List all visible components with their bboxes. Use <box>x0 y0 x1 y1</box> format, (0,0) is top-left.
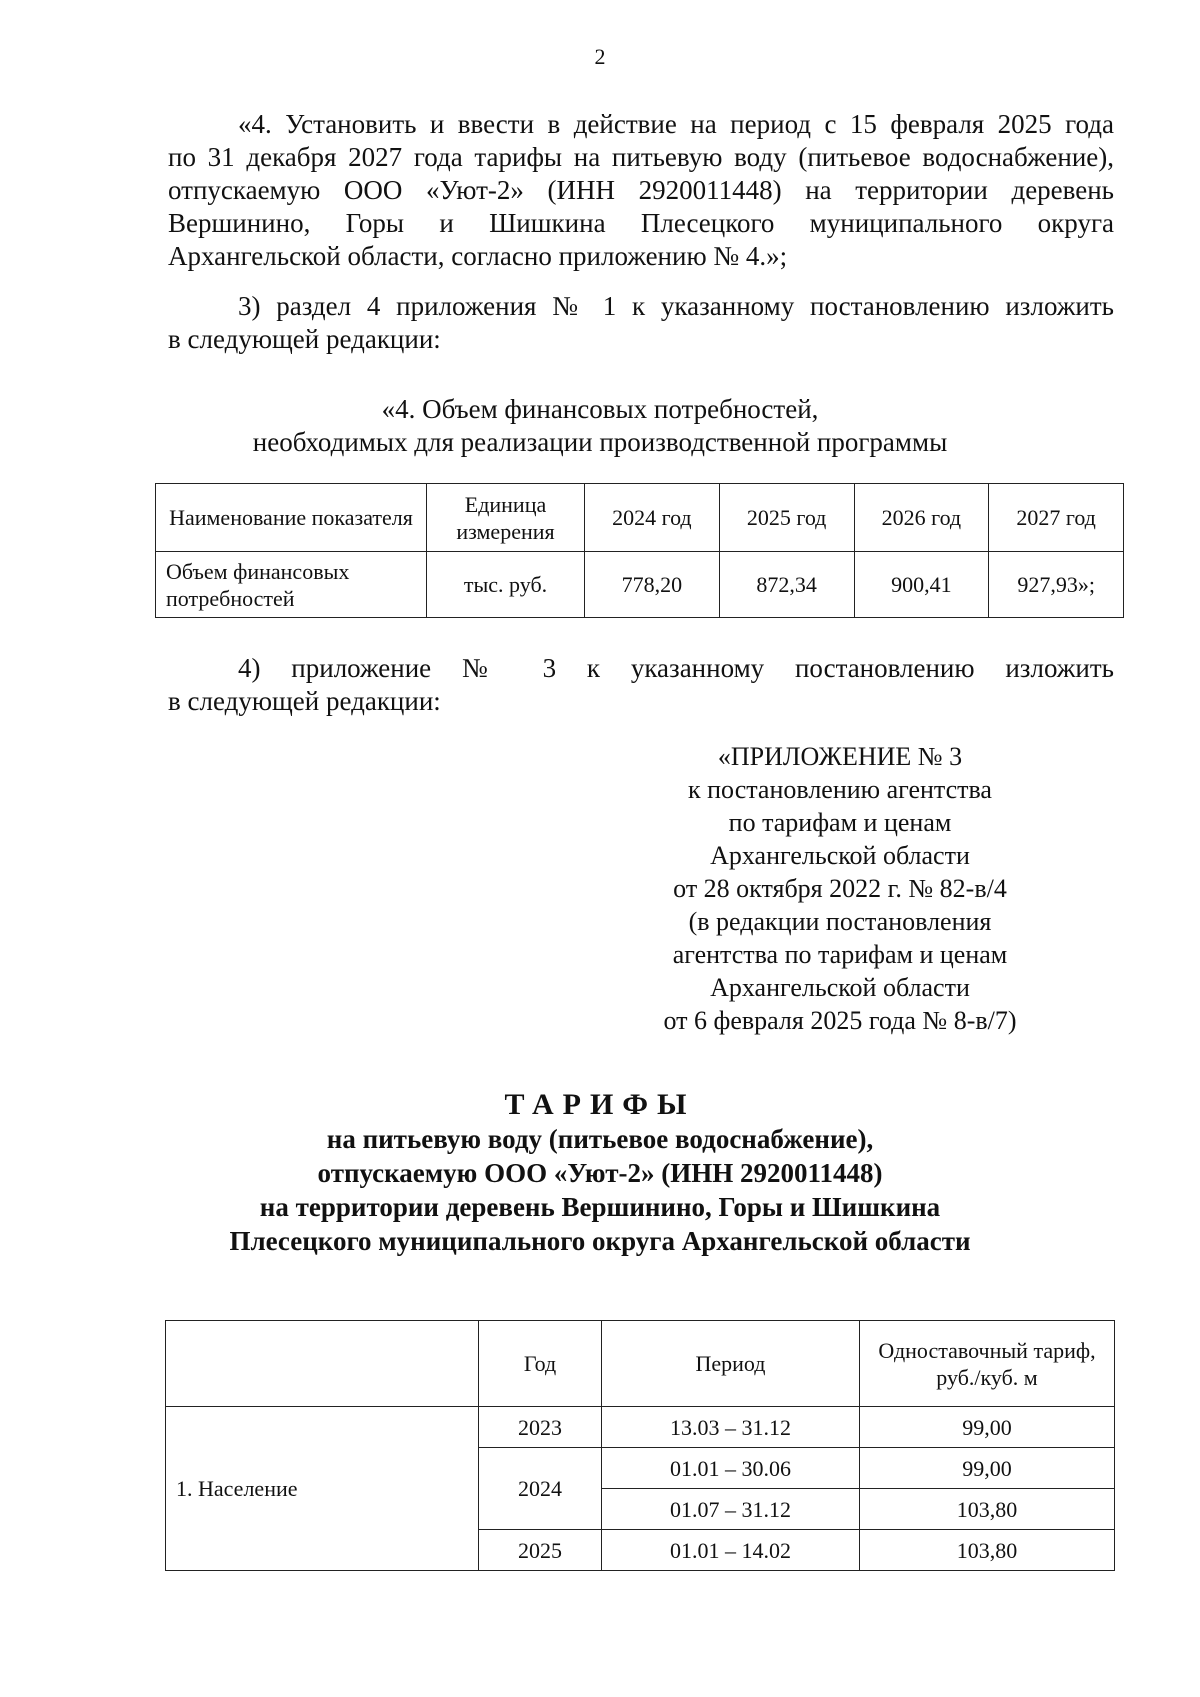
appendix-line: «ПРИЛОЖЕНИЕ № 3 <box>717 742 963 771</box>
text-line: отпускаемую ООО «Уют-2» (ИНН 2920011448) на территории деревень <box>168 175 1114 205</box>
table-row <box>166 1407 1115 1448</box>
period-cell: 01.01 – 30.06 <box>602 1448 860 1489</box>
tariff-cell: 103,80 <box>860 1530 1115 1571</box>
tariff-table <box>165 1320 1115 1571</box>
year-cell: 2025 <box>479 1530 602 1571</box>
text-line: Архангельской области, согласно приложению № 4.»; <box>168 241 788 271</box>
text-line: «4. Установить и ввести в действие на период с 15 февраля 2025 года <box>238 109 1114 139</box>
appendix-line: Архангельской области <box>710 841 970 870</box>
table-cell: 872,34 <box>719 552 854 618</box>
tariff-cell: 99,00 <box>860 1407 1115 1448</box>
tariff-title-line: на питьевую воду (питьевое водоснабжение), <box>326 1124 874 1154</box>
group-label-cell: 1. Население <box>166 1407 479 1571</box>
paragraph-clause-4 <box>168 108 1114 273</box>
header-cell: 2025 год <box>719 484 854 552</box>
appendix-line: к постановлению агентства <box>688 775 992 804</box>
appendix-line: Архангельской области <box>710 973 970 1002</box>
header-cell: 2024 год <box>585 484 720 552</box>
section-title <box>0 393 1200 459</box>
table-row <box>156 552 1124 618</box>
text-line: в следующей редакции: <box>168 324 441 354</box>
period-cell: 13.03 – 31.12 <box>602 1407 860 1448</box>
paragraph-item-3 <box>168 290 1114 356</box>
tariff-title-line: на территории деревень Вершинино, Горы и Шишкина <box>259 1192 941 1222</box>
header-cell: Наименование показателя <box>156 484 427 552</box>
header-cell: Период <box>602 1321 860 1407</box>
header-cell <box>166 1321 479 1407</box>
header-cell: Единица измерения <box>427 484 585 552</box>
header-cell: Год <box>479 1321 602 1407</box>
year-cell: 2023 <box>479 1407 602 1448</box>
table-header-row <box>156 484 1124 552</box>
tariff-heading: ТАРИФЫ <box>504 1088 696 1121</box>
appendix-line: от 28 октября 2022 г. № 82-в/4 <box>673 874 1007 903</box>
year-cell: 2024 <box>479 1448 602 1530</box>
period-cell: 01.01 – 14.02 <box>602 1530 860 1571</box>
table-cell: 927,93»; <box>989 552 1124 618</box>
appendix-line: агентства по тарифам и ценам <box>672 940 1008 969</box>
text-line: 3) раздел 4 приложения № 1 к указанному постановлению изложить <box>238 291 1114 321</box>
tariff-cell: 103,80 <box>860 1489 1115 1530</box>
text-line: в следующей редакции: <box>168 686 441 716</box>
finance-table <box>155 483 1124 618</box>
appendix-header <box>640 740 1040 1037</box>
table-cell: 778,20 <box>585 552 720 618</box>
table-header-row <box>166 1321 1115 1407</box>
period-cell: 01.07 – 31.12 <box>602 1489 860 1530</box>
section-title-line: необходимых для реализации производственной программы <box>252 427 948 457</box>
table-cell: Объем финансовых потребностей <box>156 552 427 618</box>
appendix-line: (в редакции постановления <box>688 907 992 936</box>
text-line: Вершинино, Горы и Шишкина Плесецкого муниципального округа <box>168 208 1114 238</box>
appendix-line: от 6 февраля 2025 года № 8-в/7) <box>663 1006 1017 1035</box>
table-cell: 900,41 <box>854 552 989 618</box>
page-number: 2 <box>594 44 606 69</box>
paragraph-item-4 <box>168 652 1114 718</box>
appendix-line: по тарифам и ценам <box>728 808 952 837</box>
text-line: по 31 декабря 2027 года тарифы на питьевую воду (питьевое водоснабжение), <box>168 142 1114 172</box>
tariff-title <box>0 1088 1200 1258</box>
header-cell: 2026 год <box>854 484 989 552</box>
header-cell: 2027 год <box>989 484 1124 552</box>
tariff-title-line: отпускаемую ООО «Уют-2» (ИНН 2920011448) <box>317 1158 883 1188</box>
header-cell: Одноставочный тариф, руб./куб. м <box>860 1321 1115 1407</box>
tariff-title-line: Плесецкого муниципального округа Архангельской области <box>229 1226 971 1256</box>
tariff-cell: 99,00 <box>860 1448 1115 1489</box>
section-title-line: «4. Объем финансовых потребностей, <box>381 394 819 424</box>
text-line: 4) приложение № 3 к указанному постановлению изложить <box>238 653 1114 683</box>
table-cell: тыс. руб. <box>427 552 585 618</box>
